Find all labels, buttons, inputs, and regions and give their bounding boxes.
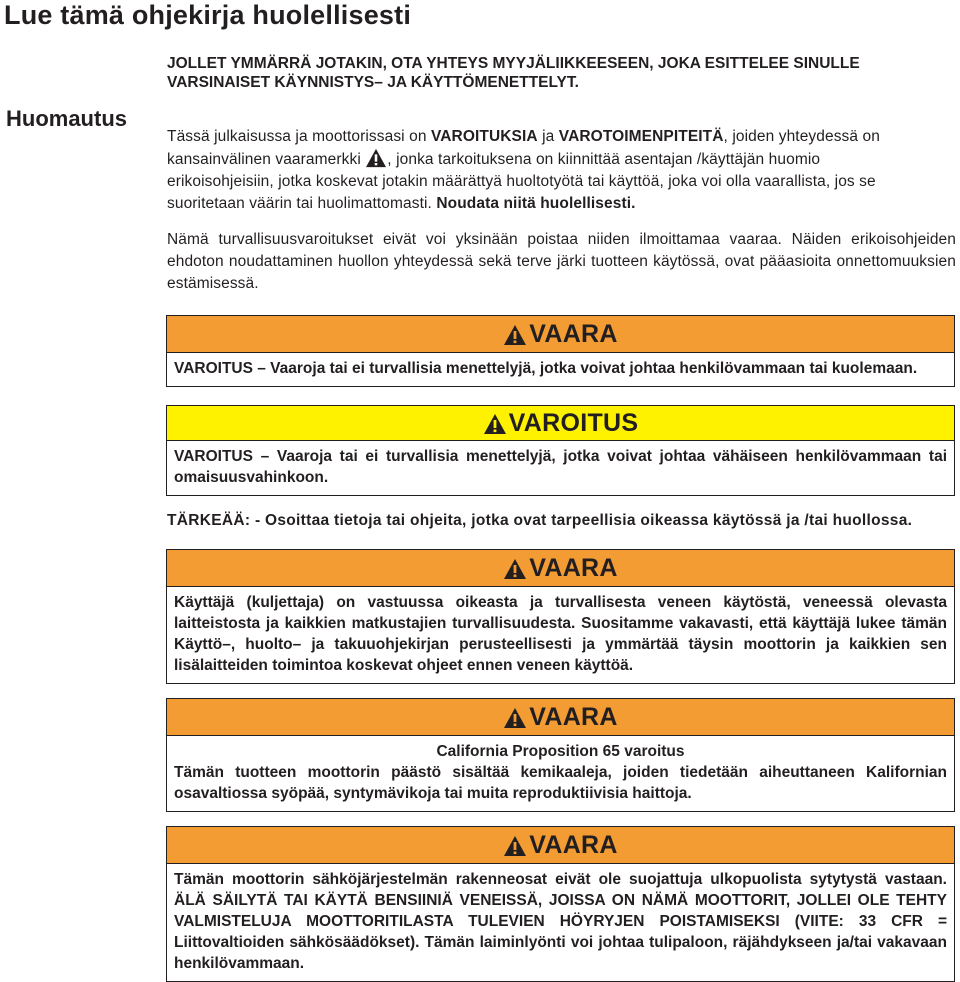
operator-responsibility-text: Käyttäjä (kuljettaja) on vastuussa oikeasta ja turvallisesta veneen käytöstä, veneessä olevasta laitteistosta ja kaikkien matkustajien turvallisuudesta. Suositamme vakavasti, että käyttäjä lukee tämän Käyttö–, huolto– ja takuuohjekirjan perusteellisesti ja ymmärtää täysin moottorin ja kaikkien sen lisälaitteiden toimintoa koskevat ohjeet ennen veneen käyttöä. xyxy=(174,594,947,674)
danger-definition-text: VAROITUS – Vaaroja tai ei turvallisia menettelyjä, jotka voivat johtaa henkilövammaan tai kuolemaan. xyxy=(174,360,918,377)
section-label: Huomautus xyxy=(6,106,127,131)
warning-definition-box xyxy=(166,405,955,496)
danger-title: VAARA xyxy=(529,553,618,582)
prop65-text: Tämän tuotteen moottorin päästö sisältää kemikaaleja, joiden tiedetään aiheuttaneen Kalifornian osavaltiossa syöpää, syntymävikoja tai muita reproduktiivisia haittoja. xyxy=(174,764,947,802)
warning-triangle-icon xyxy=(483,413,507,435)
warning-triangle-icon xyxy=(365,148,387,168)
important-note: TÄRKEÄÄ: - Osoittaa tietoja tai ohjeita, jotka ovat tarpeellisia oikeassa käytössä ja /tai huollossa. xyxy=(167,512,913,529)
notice-paragraph: Nämä turvallisuusvaroitukset eivät voi yksinään poistaa niiden ilmoittamaa vaaraa. Näiden erikoisohjeiden ehdoton noudattaminen huollon yhteydessä sekä terve järki tuotteen käytössä, ovat pääasioita onnettomuuksien estämisessä. xyxy=(167,231,956,292)
danger-definition-box xyxy=(166,315,955,387)
operator-danger-box xyxy=(166,549,955,684)
warning-definition-text: VAROITUS – Vaaroja tai ei turvallisia menettelyjä, jotka voivat johtaa vähäiseen henkilövammaan tai omaisuusvahinkoon. xyxy=(174,448,947,486)
electrical-warning-text: Tämän moottorin sähköjärjestelmän rakenneosat eivät ole suojattuja ulkopuolista sytytystä vastaan. ÄLÄ SÄILYTÄ TAI KÄYTÄ BENSIINIÄ VENEISSÄ, JOISSA ON NÄMÄ MOOTTORIT, JOLLEI OLE TEHTY VALMISTELUJA MOOTTORITILASTA TULEVIEN HÖYRYJEN POISTAMISEKSI (VIITE: 33 CFR = Liittovaltioiden sähkösäädökset). Tämän laiminlyönti voi johtaa tulipaloon, räjähdykseen ja/tai vakavaan henkilövammaan. xyxy=(174,871,947,972)
danger-banner xyxy=(167,827,954,864)
intro-text-3: , joiden yhteydessä on kansainvälinen vaaramerkki xyxy=(167,128,880,168)
danger-banner xyxy=(167,316,954,353)
electrical-danger-box xyxy=(166,826,955,982)
warning-banner xyxy=(167,406,954,441)
intro-paragraph xyxy=(167,126,956,171)
prop65-danger-box xyxy=(166,698,955,812)
warning-triangle-icon xyxy=(503,324,527,346)
prop65-subtitle: California Proposition 65 varoitus xyxy=(436,743,685,760)
intro-bold-warnings: VAROITUKSIA xyxy=(430,128,538,145)
main-content xyxy=(167,54,956,982)
intro-bold-follow: Noudata niitä huolellisesti. xyxy=(436,195,636,212)
intro-text-1: Tässä julkaisussa ja moottorissasi on xyxy=(167,128,431,145)
danger-banner xyxy=(167,550,954,587)
danger-title: VAARA xyxy=(529,830,618,859)
danger-title: VAARA xyxy=(529,319,618,348)
warning-triangle-icon xyxy=(503,558,527,580)
intro-text-4: , jonka tarkoituksena on kiinnittää asentajan /käyttäjän huomio xyxy=(387,151,821,168)
intro-bold-cautions: VAROTOIMENPITEITÄ xyxy=(558,128,724,145)
intro-text-2: ja xyxy=(537,128,559,145)
prop65-body xyxy=(167,736,954,811)
warning-triangle-icon xyxy=(503,707,527,729)
danger-banner xyxy=(167,699,954,736)
intro-text-5: erikoisohjeisiin, jotka koskevat jotakin määrättyä huoltotyötä tai käyttöä, joka voi olla vaarallista, jos se suoritetaan väärin tai huolimattomasti. xyxy=(167,173,876,212)
contact-dealer-notice: JOLLET YMMÄRRÄ JOTAKIN, OTA YHTEYS MYYJÄLIIKKEESEEN, JOKA ESITTELEE SINULLE VARSINAISET KÄYNNISTYS– JA KÄYTTÖMENETTELYT. xyxy=(167,55,860,91)
page-title: Lue tämä ohjekirja huolellisesti xyxy=(4,0,412,30)
warning-triangle-icon xyxy=(503,835,527,857)
intro-paragraph-cont xyxy=(167,171,956,215)
warning-title: VAROITUS xyxy=(508,408,639,437)
danger-title: VAARA xyxy=(529,702,618,731)
